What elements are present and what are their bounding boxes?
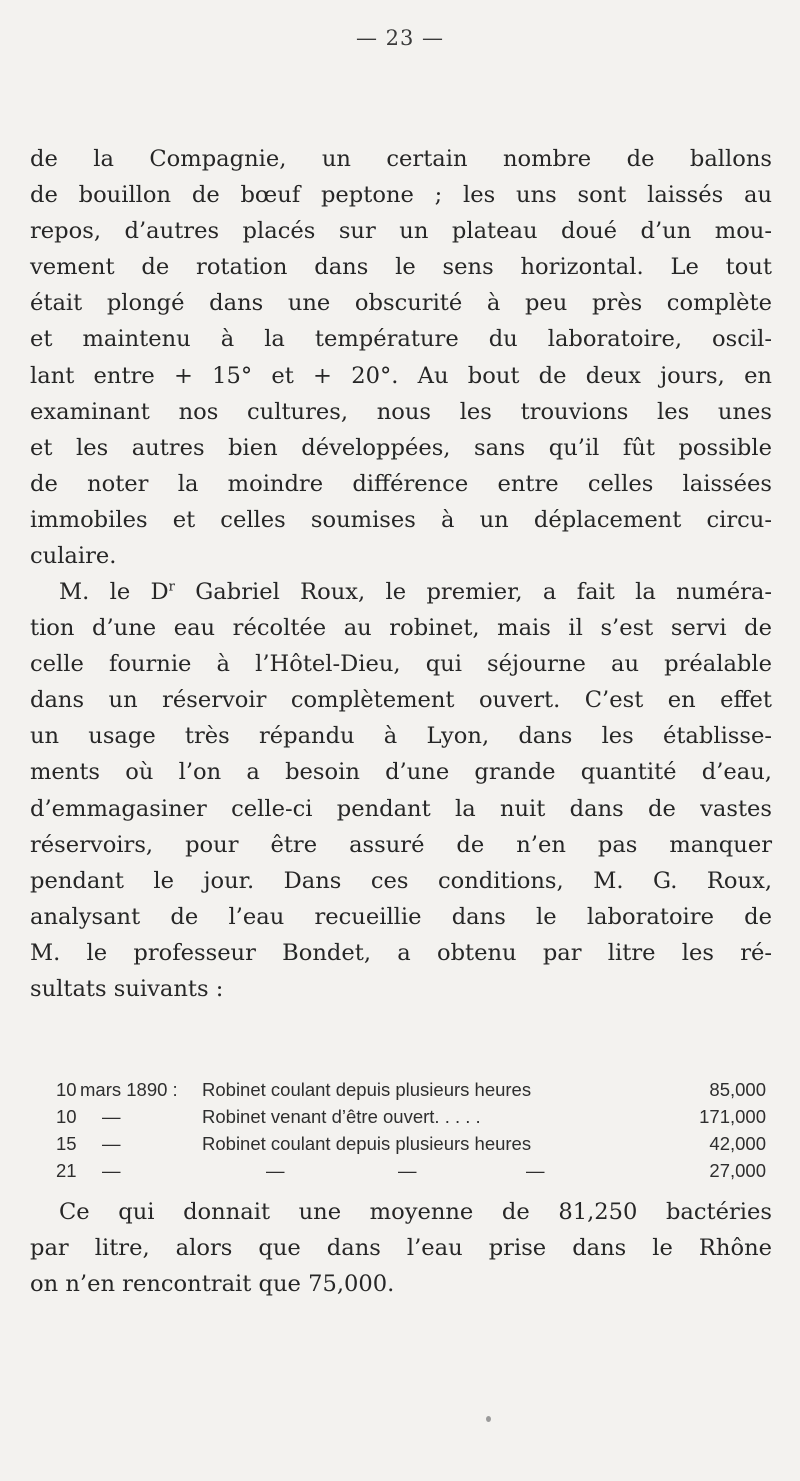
text-line: repos, d’autres placés sur un plateau doué d’un mou- [30,218,772,245]
text-line: examinant nos cultures, nous les trouvions les unes [30,398,772,425]
text-line: celle fournie à l’Hôtel-Dieu, qui séjourne au préalable [30,651,772,678]
ditto-mark: — [102,1160,121,1181]
text-line: pendant le jour. Dans ces conditions, M. G. Roux, [30,867,772,894]
text-line: ments où l’on a besoin d’une grande quantité d’eau, [30,759,772,786]
text-line: et maintenu à la température du laboratoire, oscil- [30,326,772,353]
text-line: M. le professeur Bondet, a obtenu par litre les ré- [30,939,772,966]
text-line: d’emmagasiner celle-ci pendant la nuit dans de vastes [30,795,772,822]
table-row [56,1157,766,1184]
text-line: sultats suivants : [30,976,224,1003]
text-line: de noter la moindre différence entre celles laissées [30,470,772,497]
text-line: et les autres bien développées, sans qu’il fût possible [30,434,772,461]
text-line: culaire. [30,543,117,570]
text-line: Ce qui donnait une moyenne de 81,250 bactéries [59,1199,772,1225]
ink-speck [486,1416,491,1422]
day-cell: 21 [56,1160,77,1181]
day-cell: 10 [56,1079,77,1100]
month-cell: mars 1890 : [80,1079,178,1100]
text-line: on n’en rencontrait que 75,000. [30,1271,395,1298]
text-line: tion d’une eau récoltée au robinet, mais il s’est servi de [30,615,772,642]
paragraph-2 [30,574,772,1007]
description-cell: Robinet coulant depuis plusieurs heures [202,1133,532,1154]
paragraph-3 [30,1194,772,1302]
ditto-mark: — [102,1133,121,1154]
text-line: lant entre + 15° et + 20°. Au bout de deux jours, en [30,362,772,389]
text-line: réservoirs, pour être assuré de n’en pas manquer [30,831,772,858]
ditto-mark: — [526,1160,545,1181]
text-fragment: M. le D [59,579,169,605]
ditto-mark: — [266,1160,285,1181]
table-row [56,1076,766,1103]
text-line: immobiles et celles soumises à un déplacement circu- [30,506,772,533]
table-row [56,1103,766,1130]
text-line: était plongé dans une obscurité à peu près complète [30,290,772,317]
value-cell: 171,000 [699,1106,766,1127]
page-number: — 23 — [355,26,445,50]
ditto-mark: — [102,1106,121,1127]
table-row [56,1130,766,1157]
text-line: analysant de l’eau recueillie dans le laboratoire de [30,903,772,930]
text-fragment: Gabriel Roux, le premier, a fait la numéra- [174,579,772,605]
description-cell: Robinet venant d’être ouvert. . . . . [202,1106,481,1127]
text-line: vement de rotation dans le sens horizontal. Le tout [30,254,772,281]
text-line: dans un réservoir complètement ouvert. C’est en effet [30,687,772,714]
ditto-mark: — [398,1160,417,1181]
value-cell: 42,000 [709,1133,766,1154]
text-line: un usage très répandu à Lyon, dans les établisse- [30,723,772,750]
value-cell: 27,000 [709,1160,766,1181]
text-line: par litre, alors que dans l’eau prise dans le Rhône [30,1235,772,1262]
text-line: de la Compagnie, un certain nombre de ballons [30,146,772,172]
paragraph-1 [30,141,772,574]
results-table [56,1076,766,1184]
day-cell: 15 [56,1133,77,1154]
day-cell: 10 [56,1106,77,1127]
superscript: r [168,579,175,595]
text-line [30,574,772,610]
description-cell: Robinet coulant depuis plusieurs heures [202,1079,532,1100]
text-line: de bouillon de bœuf peptone ; les uns sont laissés au [30,182,772,209]
value-cell: 85,000 [709,1079,766,1100]
